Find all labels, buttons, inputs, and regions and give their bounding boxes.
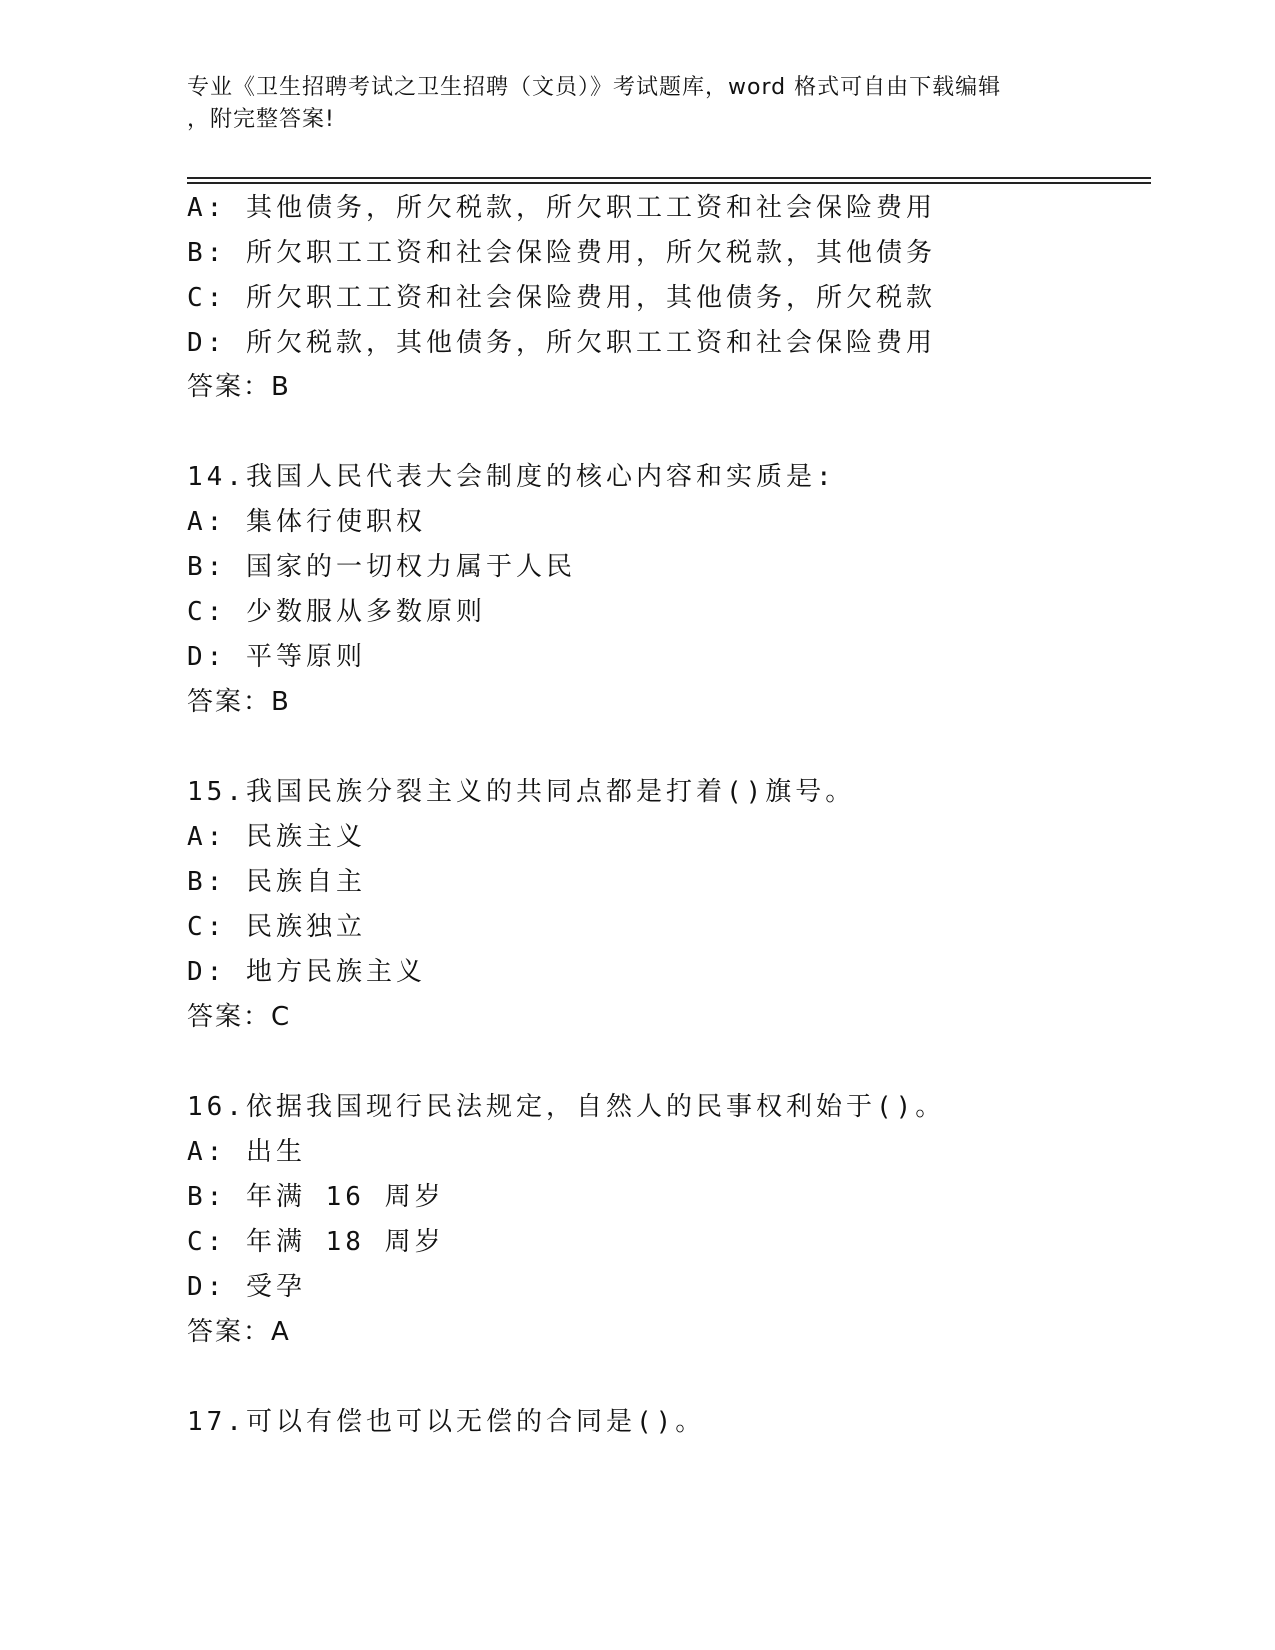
q14-question: 14.我国人民代表大会制度的核心内容和实质是: — [187, 462, 836, 492]
q16-option-a: A: 出生 — [187, 1137, 306, 1167]
q14-option-a: A: 集体行使职权 — [187, 507, 426, 537]
q15-option-c: C: 民族独立 — [187, 912, 366, 942]
q16-question: 16.依据我国现行民法规定，自然人的民事权利始于()。 — [187, 1092, 946, 1122]
q13-option-a: A: 其他债务，所欠税款，所欠职工工资和社会保险费用 — [187, 193, 936, 223]
q13-option-b: B: 所欠职工工资和社会保险费用，所欠税款，其他债务 — [187, 238, 936, 268]
q13-option-d: D: 所欠税款，其他债务，所欠职工工资和社会保险费用 — [187, 328, 936, 358]
q16-option-b: B: 年满 16 周岁 — [187, 1182, 445, 1212]
q16-answer: 答案：A — [187, 1317, 291, 1347]
header-line-1: 专业《卫生招聘考试之卫生招聘（文员）》考试题库，word 格式可自由下载编辑 — [187, 75, 1002, 100]
q14-option-c: C: 少数服从多数原则 — [187, 597, 486, 627]
q16-option-c: C: 年满 18 周岁 — [187, 1227, 445, 1257]
q15-option-d: D: 地方民族主义 — [187, 957, 426, 987]
q15-option-a: A: 民族主义 — [187, 822, 366, 852]
q13-answer: 答案：B — [187, 372, 291, 402]
q13-option-c: C: 所欠职工工资和社会保险费用，其他债务，所欠税款 — [187, 283, 936, 313]
q16-option-d: D: 受孕 — [187, 1272, 306, 1302]
document-header — [187, 72, 1087, 136]
q15-question: 15.我国民族分裂主义的共同点都是打着()旗号。 — [187, 777, 856, 807]
header-divider-bottom — [187, 182, 1151, 184]
q14-option-b: B: 国家的一切权力属于人民 — [187, 552, 576, 582]
q15-answer: 答案：C — [187, 1002, 292, 1032]
q14-option-d: D: 平等原则 — [187, 642, 366, 672]
q14-answer: 答案：B — [187, 687, 291, 717]
q17-question: 17.可以有偿也可以无偿的合同是()。 — [187, 1407, 706, 1437]
header-divider-top — [187, 177, 1151, 179]
header-line-2: ，附完整答案! — [187, 107, 335, 132]
q15-option-b: B: 民族自主 — [187, 867, 366, 897]
